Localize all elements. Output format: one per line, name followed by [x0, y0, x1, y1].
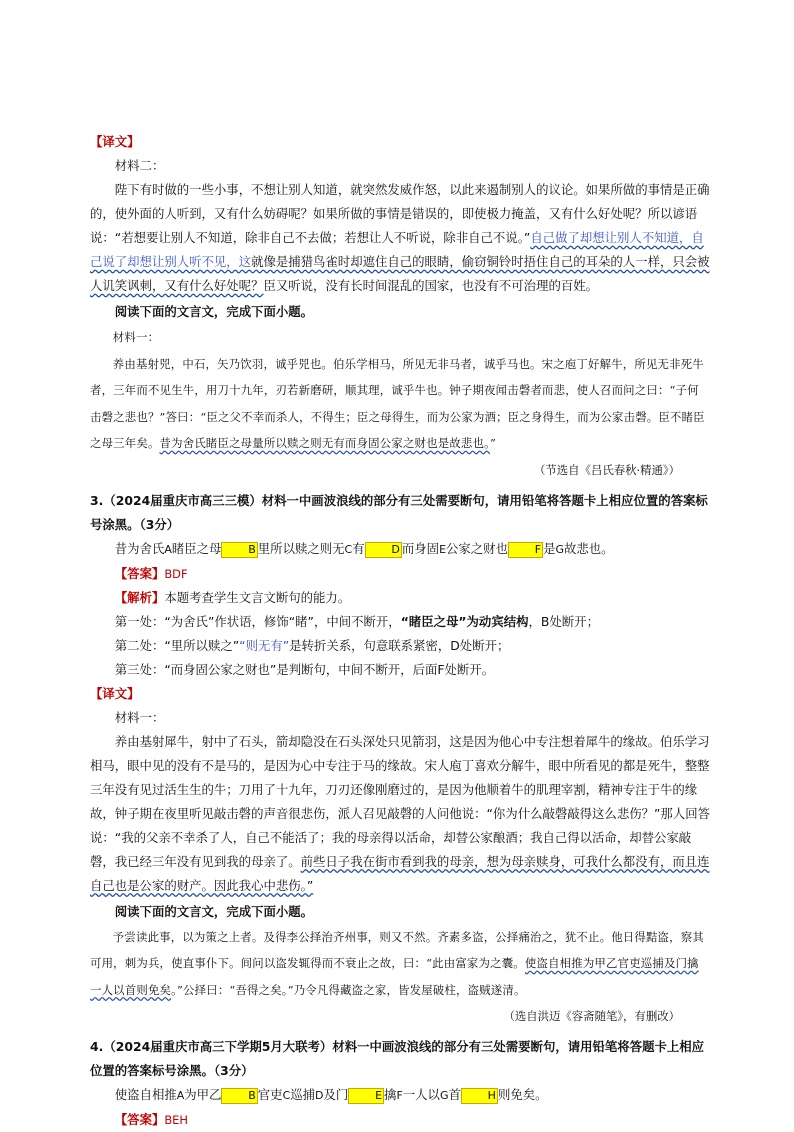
highlighted-mark: E [348, 1088, 384, 1104]
highlighted-mark: F [508, 542, 543, 558]
analysis-point-1: 第一处：“为舍氏”作状语，修饰“睹”，中间不断开，“睹臣之母”为动宾结构，B处断开； [114, 613, 599, 629]
analysis-line: 【解析】本题考查学生文言文断句的能力。 [114, 589, 351, 605]
question-4: 4.（2024届重庆市高三下学期5月大联考）材料一中画波浪线的部分有三处需要断句，请用铅笔将答题卡上相应位置的答案标号涂黑。（3分） [90, 1039, 705, 1078]
classical-text: 养由基射兕，中石，矢乃饮羽，诚乎兕也。伯乐学相马，所见无非马者，诚乎马也。宋之庖丁好解牛，所见无非死牛者，三年而不见生牛，用刀十九年，刃若新磨研，顺其理，诚乎牛也。钟子期夜闻击磬者而悲，使人召而问之曰：“子何击磬之悲也？”答曰：“臣之父不幸而杀人，不得生；臣之母得生，而为公家为酒；臣之身得生，而为公家击磬。臣不睹臣之母三年矣。昔为舍氏睹臣之母量所以赎之则无有而身固公家之财也是故悲也。” [90, 356, 705, 450]
material-heading: 材料一： [112, 330, 160, 344]
source-citation: （节选自《吕氏春秋·精通》） [534, 462, 680, 477]
highlighted-mark: D [365, 542, 402, 558]
highlighted-mark: B [221, 1088, 257, 1104]
analysis-point-2: 第二处：“里所以赎之”“则无有”是转折关系，句意联系紧密，D处断开； [114, 637, 510, 653]
analysis-point-3: 第三处：“而身固公家之财也”是判断句，中间不断开，后面F处断开。 [114, 661, 495, 677]
answer-line: 【答案】BEH [114, 1112, 188, 1127]
translation-paragraph: 养由基射犀牛，射中了石头，箭却隐没在石头深处只见箭羽，这是因为他心中专注想着犀牛的缘故。伯乐学习相马，眼中见的没有不是马的，是因为心中专注于马的缘故。宋人庖丁喜欢分解牛，眼中所看见的都是死牛，整整三年没有见过活生生的牛；刀用了十九年，刀刃还像刚磨过的，是因为他顺着牛的肌理宰割，精神专注于牛的缘故，钟子期在夜里听见敲击磬的声音很悲伤，派人召见敲磬的人问他说：“你为什么敲磬敲得这么悲伤？”那人回答说：“我的父亲不幸杀了人，自己不能活了；我的母亲得以活命，却替公家酿酒；我自己得以活命，却替公家敲磬，我已经三年没有见到我的母亲了。前些日子我在街市看到我的母亲，想为母亲赎身，可我什么都没有，而且连自己也是公家的财产。因此我心中悲伤。” [90, 733, 710, 893]
material-heading: 材料一： [114, 709, 165, 725]
material-heading: 材料二： [114, 158, 165, 173]
translation-paragraph: 陛下有时做的一些小事，不想让别人知道，就突然发威作怒，以此来遏制别人的议论。如果所做的事情是正确的，使外面的人听到，又有什么妨碍呢？如果所做的事情是错误的，即使极力掩盖，又有什么好处呢？所以谚语说：“若想要让别人不知道，除非自己不去做；若想让人不听说，除非自己不说。”自己做了却想让别人不知道，自己说了却想让别人听不见，这就像是捕猎鸟雀时却遮住自己的眼睛，偷窃铜铃时捂住自己的耳朵的人一样，只会被人讥笑讽刺，又有什么好处呢？臣又听说，没有长时间混乱的国家，也没有不可治理的百姓。 [90, 182, 710, 293]
question-4-sentence: 使盗自相推A为甲乙 B 官吏C巡捕D及门 E 擒F一人以G首 H 则免矣。 [114, 1087, 548, 1102]
highlighted-mark: B [221, 542, 257, 558]
translation-label: 【译文】 [90, 134, 140, 149]
source-citation: （选自洪迈《容斋随笔》，有删改） [503, 1009, 680, 1023]
question-3-sentence: 昔为舍氏A睹臣之母 B 里所以赎之则无C有 D 而身固E公家之财也 F 是G故悲也。 [114, 540, 614, 556]
reading-instruction: 阅读下面的文言文，完成下面小题。 [114, 304, 314, 319]
translation-label: 【译文】 [90, 685, 140, 701]
classical-text: 予尝读此事，以为策之上者。及得李公择治齐州事，则又不然。齐素多盗，公择痛治之，犹不止。他日得黠盗，察其可用，刺为兵，使直事仆下。间问以盗发辄得而不衰止之故，曰：“此由富家为之囊。使盗自相推为甲乙官吏巡捕及门擒一人以首则免矣。”公择曰：“吾得之矣。”乃令凡得藏盗之家，皆发屋破柱，盗贼遂清。 [90, 929, 704, 997]
reading-instruction: 阅读下面的文言文，完成下面小题。 [114, 903, 314, 919]
question-3: 3.（2024届重庆市高三三模）材料一中画波浪线的部分有三处需要断句，请用铅笔将答题卡上相应位置的答案标号涂黑。（3分） [90, 492, 708, 532]
document-page [90, 130, 710, 1132]
answer-line: 【答案】BDF [114, 565, 188, 581]
highlighted-mark: H [461, 1088, 498, 1104]
